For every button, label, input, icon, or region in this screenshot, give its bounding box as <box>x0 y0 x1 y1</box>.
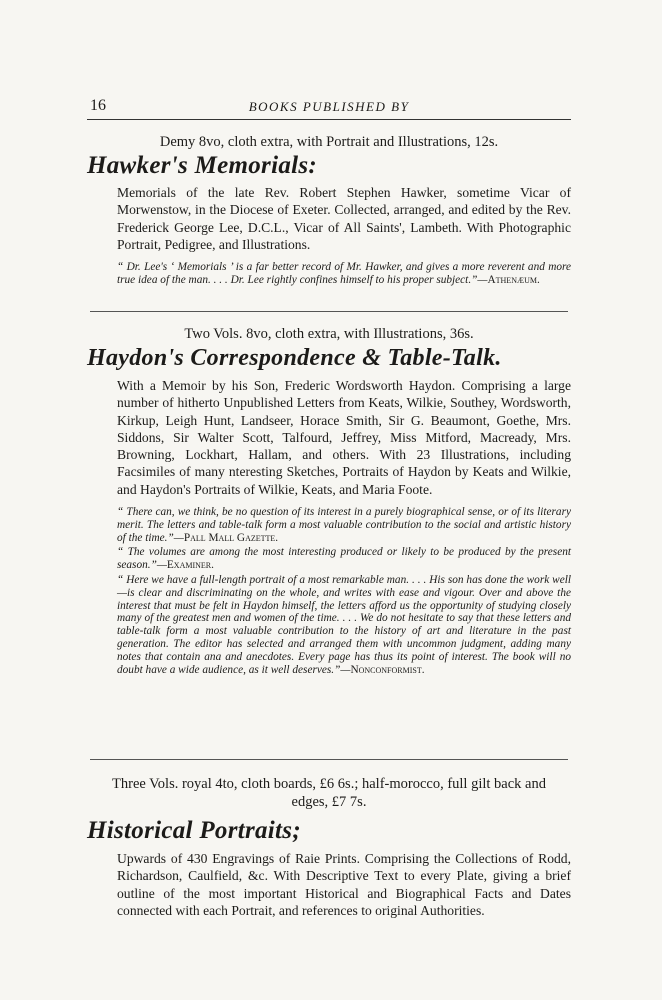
review-text: “ The volumes are among the most interesting produced or likely to be produced by the present season.”— <box>117 546 571 572</box>
review-source: Pall Mall Gazette. <box>183 531 279 544</box>
entry-hawkers-memorials <box>87 133 571 287</box>
entry-historical-portraits <box>87 775 571 919</box>
section-divider <box>90 759 568 760</box>
review-text: “ Dr. Lee's ‘ Memorials ’ is a far better record of Mr. Hawker, and gives a more reverent and more true idea of the man. . . . Dr. Lee rightly confines himself to his proper subject.”— <box>117 261 571 286</box>
review-quote <box>117 546 571 572</box>
running-header <box>87 97 571 120</box>
review-text: “ Here we have a full-length portrait of a most remarkable man. . . . His son has done the work well—is clear and discriminating on the whole, and writes with ease and vigour. Over and above the interest that must be felt in Haydon himself, the letters afford us the opportunity of studying closely many of the greatest men and women of the time. . . . We do not hesitate to say that these letters and table-talk form a most valuable contribution to the history of art and literature in the past generation. The editor has selected and arranged them with uncommon judgment, adding many notes that contain ana and anecdotes. Every page has thus its point of interest. The book will no doubt have a wide audience, as it well deserves.”— <box>117 574 571 676</box>
entry-haydons-correspondence <box>87 325 571 676</box>
review-source: Athenæum. <box>487 273 540 286</box>
section-divider <box>90 311 568 312</box>
review-quote <box>117 506 571 544</box>
review-quote <box>117 261 571 287</box>
book-description: Memorials of the late Rev. Robert Stephen Hawker, sometime Vicar of Morwenstow, in the Diocese of Exeter. Collected, arranged, and edited by the Rev. Frederick George Lee, D.C.L., Vicar of All Saints', Lambeth. With Photographic Portrait, Pedigree, and Illustrations. <box>117 185 571 252</box>
edition-line: Two Vols. 8vo, cloth extra, with Illustrations, 36s. <box>184 326 474 342</box>
review-source: Nonconformist. <box>350 663 425 676</box>
book-description: Upwards of 430 Engravings of Raie Prints. Comprising the Collections of Rodd, Richardson, Caulfield, &c. With Descriptive Text to every Plate, giving a brief outline of the most important Historical and Biographical Facts and Dates connected with each Portrait, and references to original Authorities. <box>117 851 571 918</box>
review-quote <box>117 574 571 676</box>
running-title: BOOKS PUBLISHED BY <box>248 99 410 114</box>
page-number: 16 <box>90 97 106 114</box>
review-source: Examiner. <box>166 559 214 572</box>
review-text: “ There can, we think, be no question of its interest in a purely biographical sense, or of its literary merit. The letters and table-talk form a most valuable contribution to the social and artistic history of the time.”— <box>117 506 571 544</box>
book-description: With a Memoir by his Son, Frederic Wordsworth Haydon. Comprising a large number of hitherto Unpublished Letters from Keats, Wilkie, Southey, Wordsworth, Kirkup, Leigh Hunt, Landseer, Horace Smith, Sir G. Beaumont, Goethe, Mrs. Siddons, Sir Walter Scott, Talfourd, Jeffrey, Miss Mitford, Macready, Mrs. Browning, Lockhart, Hallam, and others. With 23 Illustrations, including Facsimiles of many nteresting Sketches, Portraits of Haydon by Keats and Wilkie, and Haydon's Portraits of Wilkie, Keats, and Maria Foote. <box>117 378 571 497</box>
edition-line: Demy 8vo, cloth extra, with Portrait and Illustrations, 12s. <box>159 134 499 150</box>
book-title: Historical Portraits; <box>87 817 301 844</box>
book-title: Hawker's Memorials: <box>87 152 318 179</box>
edition-line: Three Vols. royal 4to, cloth boards, £6 6s.; half-morocco, full gilt back and edges, £7 7s. <box>112 776 546 810</box>
book-title: Haydon's Correspondence & Table-Talk. <box>87 345 502 371</box>
